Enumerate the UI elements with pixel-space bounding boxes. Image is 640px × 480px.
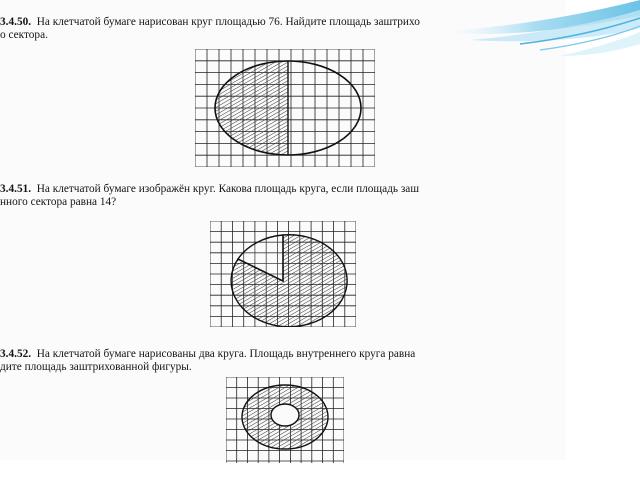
problem-3-text: На клетчатой бумаге нарисованы два круга. Площадь внутреннего круга равна [36, 348, 416, 360]
wave-band-3 [560, 32, 640, 56]
problem-2-number: 3.4.51. [0, 183, 32, 195]
problem-2-line-2: нного сектора равна 14? [0, 196, 117, 208]
inner-circle [271, 404, 299, 426]
problem-3-number: 3.4.52. [0, 348, 32, 360]
problem-1-number: 3.4.50. [0, 16, 32, 28]
figure-ring-between-two-circles [226, 377, 344, 463]
problem-3-line-1 [0, 348, 415, 360]
figure-circle-left-half-shaded [195, 49, 375, 167]
problem-3-line-2: дите площадь заштрихованной фигуры. [0, 361, 192, 373]
problem-2-line-1 [0, 183, 419, 195]
problem-1-line-1 [0, 16, 420, 28]
problem-2-text: На клетчатой бумаге изображён круг. Какова площадь круга, если площадь заш [36, 183, 420, 195]
problem-1-line-2: о сектора. [0, 29, 48, 41]
figure-circle-with-cut-sector [210, 221, 356, 327]
problem-1-text: На клетчатой бумаге нарисован круг площадью 76. Найдите площадь заштрихо [36, 16, 420, 28]
